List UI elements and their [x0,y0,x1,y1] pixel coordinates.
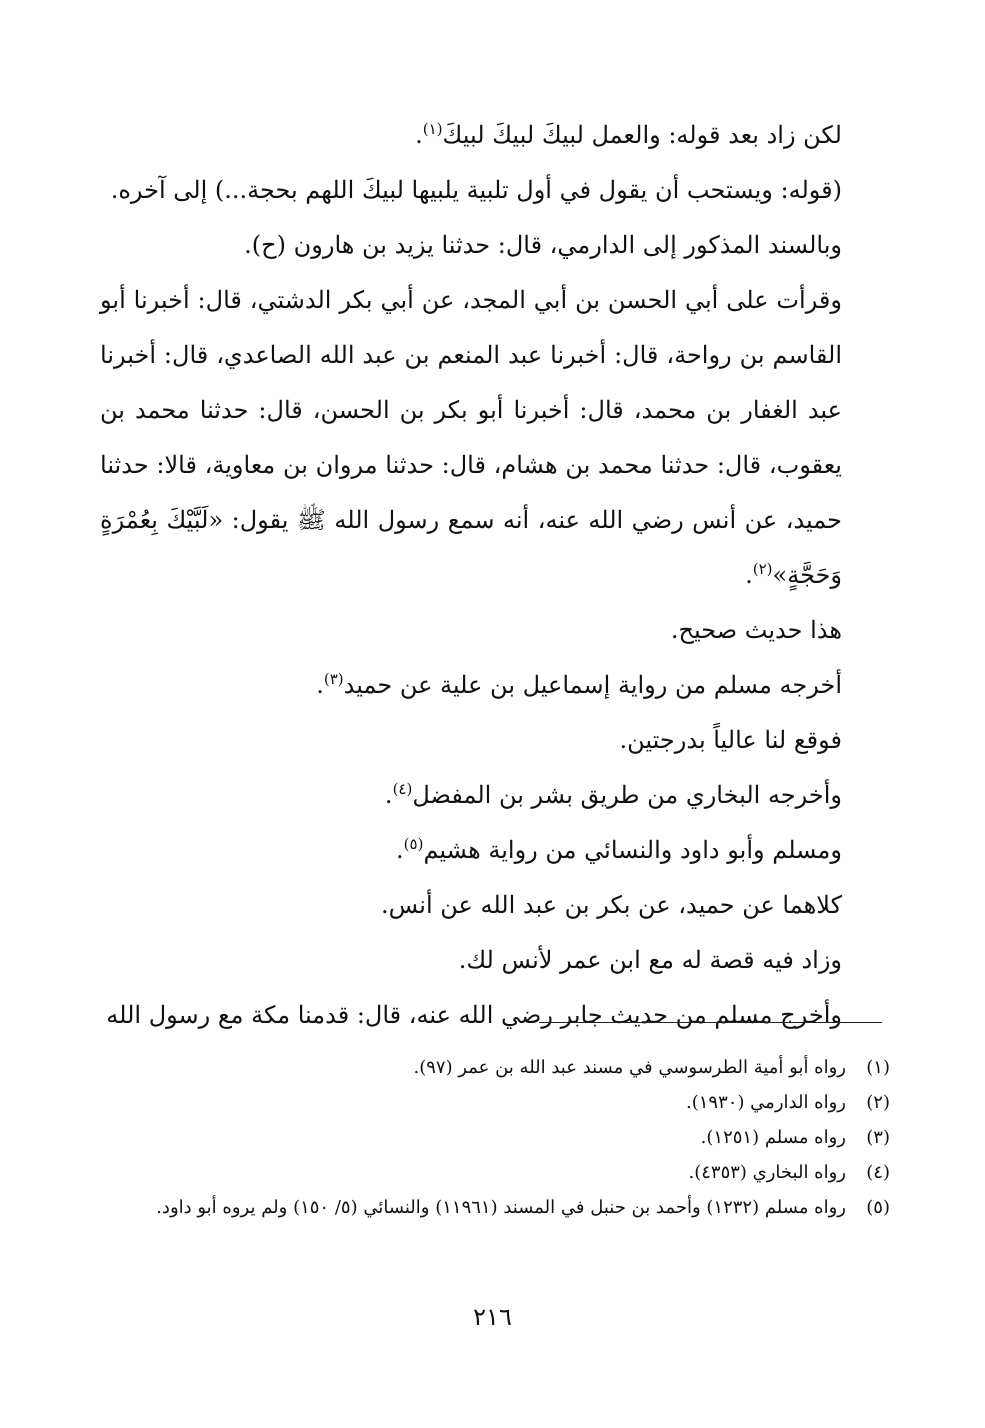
footnote-ref-2[interactable]: (٢) [752,560,773,578]
footnote-divider [539,1022,882,1023]
paragraph-6: أخرجه مسلم من رواية إسماعيل بن علية عن حميد$^{(٣)}$. [316,670,842,699]
footnote-2 [100,1085,890,1120]
paragraph-11: وزاد فيه قصة له مع ابن عمر لأنس لك. [458,946,842,974]
footnote-ref-4[interactable]: (٤) [392,780,413,798]
footnote-text: رواه مسلم (١٢٣٢) وأحمد بن حنبل في المسند (١١٩٦١) والنسائي (٥/ ١٥٠) ولم يروه أبو داود. [156,1197,846,1218]
paragraph-3: وبالسند المذكور إلى الدارمي، قال: حدثنا يزيد بن هارون (ح). [244,231,842,259]
paragraph-1: لكن زاد بعد قوله: والعمل لبيكَ لبيكَ لبيكَ$^{(١)}$. [415,120,842,149]
footnote-ref-3[interactable]: (٣) [323,670,344,688]
paragraph-5: هذا حديث صحيح. [670,616,842,644]
footnote-number: (١) [866,1057,890,1078]
paragraph-2: (قوله: ويستحب أن يقول في أول تلبية يلبيها لبيكَ اللهم بحجة...) إلى آخره. [110,176,842,204]
paragraph-4: وقرأت على أبي الحسن بن أبي المجد، عن أبي بكر الدشتي، قال: أخبرنا أبو القاسم بن رواحة، قال: أخبرنا عبد المنعم بن عبد الله الصاعدي، قال: أخبرنا عبد الغفار بن محمد، قال: أخبرنا أبو بكر بن الحسن، قال: حدثنا محمد بن يعقوب، قال: حدثنا محمد بن هشام، قال: حدثنا مروان بن معاوية، قالا: حدثنا حميد، عن أنس رضي الله عنه، أنه سمع رسول الله ﷺ يقول: «لَبَّيْكَ بِعُمْرَةٍ وَحَجَّةٍ»$^{(٢)}$. [100,286,842,589]
main-text [100,108,842,1043]
footnotes [100,1050,890,1225]
footnote-4 [100,1155,890,1190]
footnote-number: (٤) [866,1162,890,1183]
footnote-text: رواه الدارمي (١٩٣٠). [686,1092,846,1113]
paragraph-12: وأخرج مسلم من حديث جابر رضي الله عنه، قال: قدمنا مكة مع رسول الله [106,1001,842,1029]
paragraph-8: وأخرجه البخاري من طريق بشر بن المفضل$^{(٤)}$. [384,780,842,809]
footnote-text: رواه أبو أمية الطرسوسي في مسند عبد الله بن عمر (٩٧). [413,1057,846,1078]
footnote-number: (٥) [866,1197,890,1218]
footnote-ref-1[interactable]: (١) [422,120,443,138]
footnote-text: رواه مسلم (١٢٥١). [700,1127,846,1148]
paragraph-9: ومسلم وأبو داود والنسائي من رواية هشيم$^{(٥)}$. [396,835,842,864]
footnote-number: (٢) [866,1092,890,1113]
footnote-3 [100,1120,890,1155]
footnote-1 [100,1050,890,1085]
footnote-text: رواه البخاري (٤٣٥٣). [688,1162,846,1183]
footnote-number: (٣) [866,1127,890,1148]
footnote-5 [100,1190,890,1225]
footnote-ref-5[interactable]: (٥) [403,835,424,853]
page-number: ٢١٦ [473,1303,512,1331]
paragraph-10: كلاهما عن حميد، عن بكر بن عبد الله عن أنس. [381,891,842,919]
paragraph-7: فوقع لنا عالياً بدرجتين. [619,726,842,754]
